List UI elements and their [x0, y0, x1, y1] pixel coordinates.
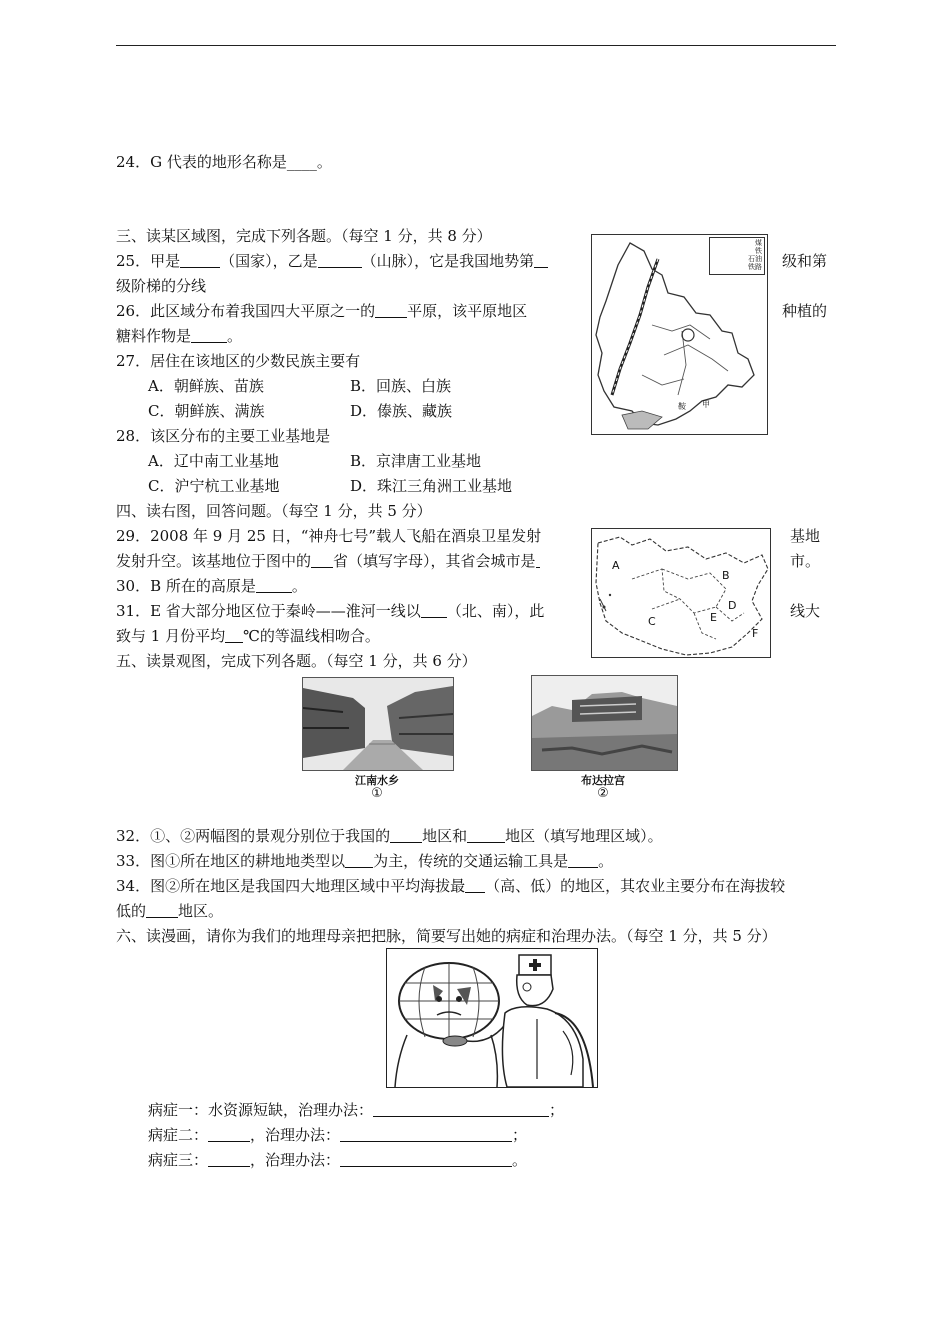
northeast-region-map — [591, 234, 768, 435]
photo-jiangnan — [302, 677, 454, 771]
map-letter-b: B — [722, 569, 730, 582]
photo-jiangnan-caption: 江南水乡 — [355, 774, 399, 787]
option-27c: C．朝鲜族、满族 — [148, 402, 265, 420]
cartoon-drawing — [387, 949, 597, 1087]
cartoon-earth-doctor — [386, 948, 598, 1088]
question-25-line2: 级阶梯的分线 — [116, 277, 207, 295]
section-6-header: 六、读漫画，请你为我们的地理母亲把把脉，简要写出她的病症和治理办法。（每空 1 分，共 5 分） — [116, 927, 777, 945]
question-26-line2: 糖料作物是 。 — [116, 327, 243, 345]
question-31-line1: 31．E 省大部分地区位于秦岭——淮河一线以 （北、南），此 — [116, 602, 545, 620]
question-30: 30．B 所在的高原是 。 — [116, 577, 307, 595]
remedy-3: 病症三： ，治理办法： 。 — [148, 1151, 528, 1169]
question-34-line2: 低的 地区。 — [116, 902, 224, 920]
question-25-tail: 级和第 — [782, 252, 828, 270]
option-28a: A．辽中南工业基地 — [148, 452, 279, 470]
map-letter-a: A — [612, 559, 620, 572]
jiangnan-photo-drawing — [303, 678, 453, 770]
provinces-map-drawing — [592, 529, 770, 657]
remedy-2: 病症二： ，治理办法： ； — [148, 1126, 528, 1144]
map-label-jia: 甲 — [702, 400, 710, 409]
map-letter-f: F — [752, 627, 759, 640]
option-28b: B．京津唐工业基地 — [350, 452, 482, 470]
option-27d: D．傣族、藏族 — [350, 402, 453, 420]
legend-oil: 石油 — [748, 255, 762, 263]
map-letter-c: C — [648, 615, 656, 628]
question-32: 32．①、②两幅图的景观分别位于我国的 地区和 地区（填写地理区域）。 — [116, 827, 663, 845]
header-rule — [116, 45, 836, 46]
section-5-header: 五、读景观图，完成下列各题。（每空 1 分，共 6 分） — [116, 652, 477, 670]
option-28c: C．沪宁杭工业基地 — [148, 477, 280, 495]
question-27: 27．居住在该地区的少数民族主要有 — [116, 352, 361, 370]
question-26-tail: 种植的 — [782, 302, 828, 320]
question-29-line2: 发射升空。该基地位于图中的 省（填写字母），其省会城市是 — [116, 551, 540, 571]
legend-railway: 铁路 — [748, 263, 762, 271]
question-24: 24．G 代表的地形名称是____。 — [116, 153, 332, 171]
photo-potala-caption: 布达拉宫 — [581, 774, 625, 787]
question-31-line2: 致与 1 月份平均 ℃的等温线相吻合。 — [116, 627, 380, 645]
section-3-header: 三、读某区域图，完成下列各题。（每空 1 分，共 8 分） — [116, 227, 492, 245]
map-letter-d: D — [728, 599, 737, 612]
legend-iron: 铁 — [755, 247, 762, 255]
question-25-line1: 25．甲是 （国家），乙是 （山脉），它是我国地势第 — [116, 251, 548, 271]
section-4-header: 四、读右图，回答问题。（每空 1 分，共 5 分） — [116, 502, 432, 520]
photo-potala-number: ② — [597, 786, 609, 801]
option-28d: D．珠江三角洲工业基地 — [350, 477, 513, 495]
option-27a: A．朝鲜族、苗族 — [148, 377, 264, 395]
question-26-line1: 26．此区域分布着我国四大平原之一的 平原，该平原地区 — [116, 302, 528, 320]
remedy-1: 病症一：水资源短缺，治理办法： ； — [148, 1101, 565, 1119]
provinces-map — [591, 528, 771, 658]
question-29-line1: 29．2008 年 9 月 25 日，“神舟七号”载人飞船在酒泉卫星发射 — [116, 527, 542, 545]
legend-coal: 煤 — [755, 239, 762, 247]
question-29-tail2: 市。 — [790, 552, 821, 570]
map-label-an: 鞍 — [678, 402, 686, 411]
question-33: 33．图①所在地区的耕地地类型以 为主，传统的交通运输工具是 。 — [116, 852, 614, 870]
question-28: 28．该区分布的主要工业基地是 — [116, 427, 331, 445]
question-29-tail1: 基地 — [790, 527, 821, 545]
potala-photo-drawing — [532, 676, 677, 770]
photo-potala — [531, 675, 678, 771]
map-letter-e: E — [710, 611, 717, 624]
map-legend — [709, 237, 765, 275]
option-27b: B．回族、白族 — [350, 377, 452, 395]
question-31-tail: 线大 — [790, 602, 821, 620]
photo-jiangnan-number: ① — [371, 786, 383, 801]
question-34-line1: 34．图②所在地区是我国四大地理区域中平均海拔最 （高、低）的地区，其农业主要分布在海拔较 — [116, 877, 786, 895]
